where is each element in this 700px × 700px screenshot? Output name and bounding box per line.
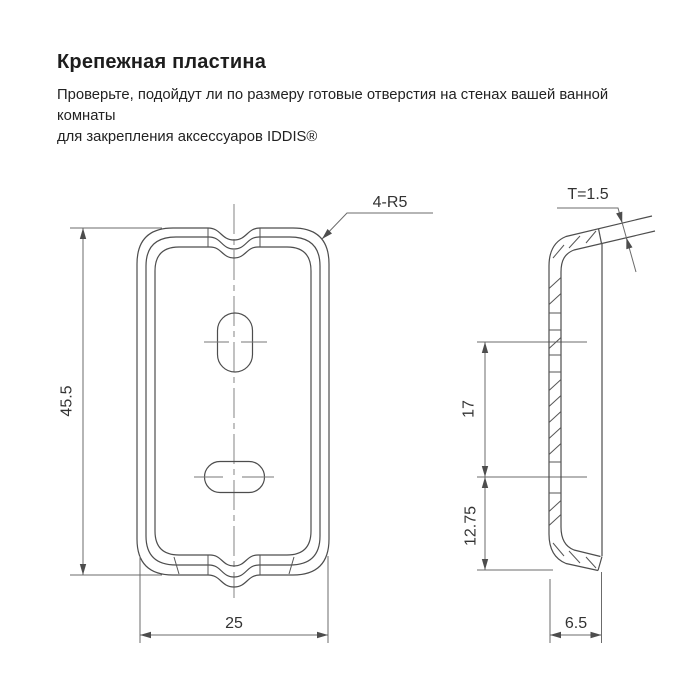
corner-radius-label: 4-R5 <box>372 194 408 211</box>
width-dimension-label: 25 <box>225 615 243 632</box>
upper-slot-hole <box>218 313 253 372</box>
height-dimension-label: 45.5 <box>58 385 76 417</box>
subtitle-line-1: Проверьте, подойдут ли по размеру готовые отверстия на стенах вашей ванной комнаты <box>57 87 609 124</box>
width-dimension <box>140 556 328 643</box>
side-view <box>461 186 656 643</box>
plate-outer-contour <box>137 228 329 587</box>
corner-radius-callout <box>322 194 433 239</box>
hole-spacing-dimension <box>461 342 489 477</box>
depth-dimension <box>550 572 602 643</box>
bottom-offset-dimension <box>463 477 489 570</box>
plate-middle-contour <box>146 237 320 577</box>
hole-spacing-label: 17 <box>460 400 478 418</box>
depth-label: 6.5 <box>564 615 588 632</box>
plate-inner-contour <box>155 247 311 566</box>
page-title: Крепежная пластина <box>57 51 267 73</box>
slot-section-lines <box>549 313 561 493</box>
bottom-offset-label: 12.75 <box>462 505 480 547</box>
front-view <box>59 194 434 643</box>
section-hatching <box>549 231 596 568</box>
section-profile <box>549 216 655 571</box>
thickness-label: T=1.5 <box>567 186 609 203</box>
subtitle-line-2: для закрепления аксессуаров IDDIS® <box>57 129 318 145</box>
